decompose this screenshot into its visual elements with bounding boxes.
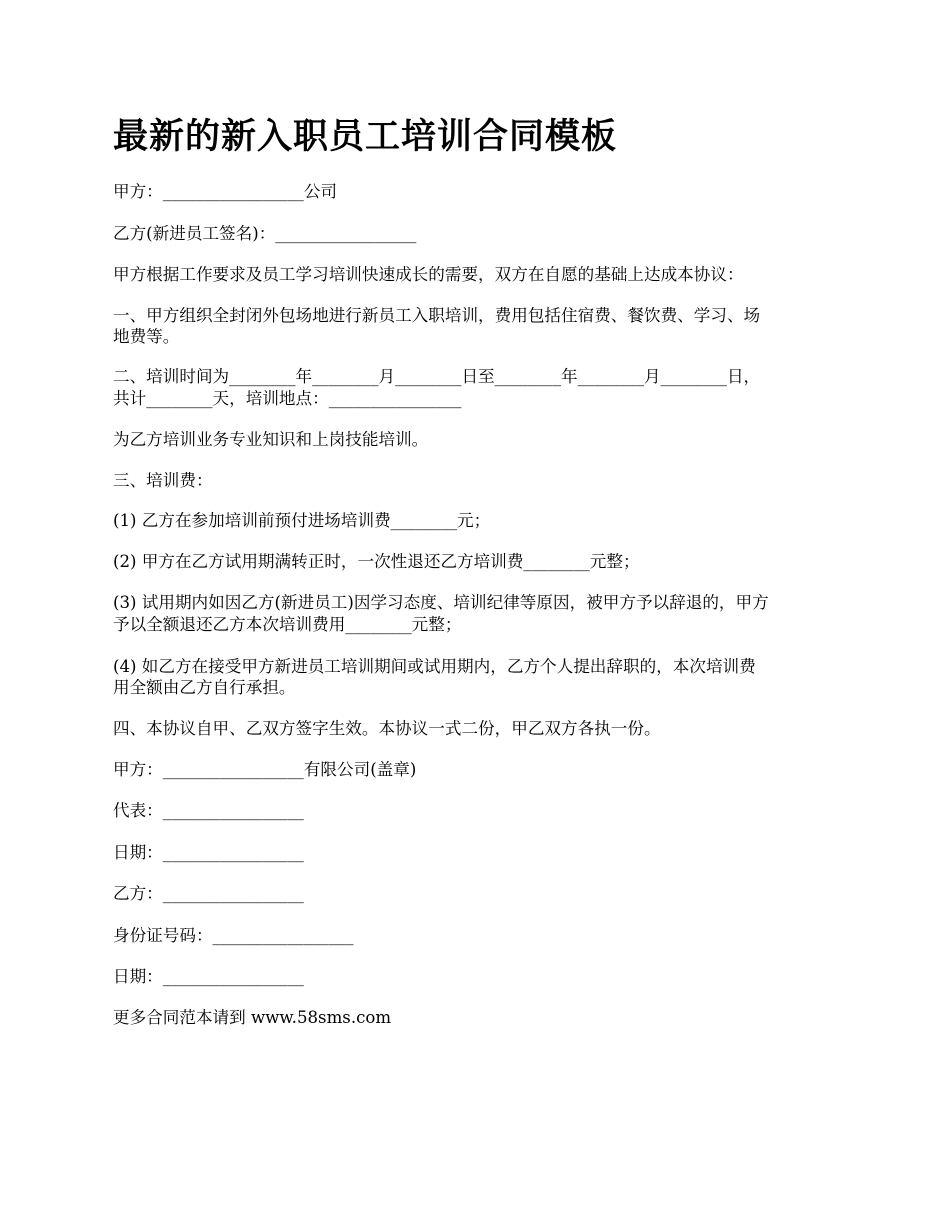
fee-item-1: (1) 乙方在参加培训前预付进场培训费________元； (113, 511, 491, 530)
clause-2-line-2: 共计________天，培训地点：________________ (113, 389, 462, 408)
fee-item-4-line-2: 用全额由乙方自行承担。 (113, 678, 296, 697)
signature-party-a: 甲方：_________________有限公司(盖章) (113, 760, 417, 779)
signature-party-b: 乙方：_________________ (113, 884, 304, 903)
clause-3-heading: 三、培训费： (113, 471, 213, 490)
party-a-line: 甲方：_________________公司 (113, 182, 338, 201)
signature-representative: 代表：_________________ (113, 801, 304, 820)
footer-more-templates: 更多合同范本请到 www.58sms.com (113, 1008, 392, 1027)
party-b-line: 乙方(新进员工签名)：_________________ (113, 224, 417, 243)
clause-4-line: 四、本协议自甲、乙双方签字生效。本协议一式二份，甲乙双方各执一份。 (113, 719, 661, 738)
signature-id-number: 身份证号码：_________________ (113, 926, 354, 945)
fee-item-3-line-1: (3) 试用期内如因乙方(新进员工)因学习态度、培训纪律等原因，被甲方予以辞退的，甲方 (113, 593, 769, 612)
signature-date-b: 日期：_________________ (113, 967, 304, 986)
fee-item-3-line-2: 予以全额退还乙方本次培训费用________元整； (113, 615, 462, 634)
clause-2-line-1: 二、培训时间为________年________月________日至________年________月________日， (113, 367, 761, 386)
intro-paragraph: 甲方根据工作要求及员工学习培训快速成长的需要，双方在自愿的基础上达成本协议： (113, 265, 744, 284)
clause-1-line-2: 地费等。 (113, 327, 180, 346)
training-content-line: 为乙方培训业务专业知识和上岗技能培训。 (113, 430, 429, 449)
clause-1-line-1: 一、甲方组织全封闭外包场地进行新员工入职培训，费用包括住宿费、餐饮费、学习、场 (113, 306, 761, 325)
fee-item-4-line-1: (4) 如乙方在接受甲方新进员工培训期间或试用期内，乙方个人提出辞职的，本次培训费 (113, 657, 756, 676)
fee-item-2: (2) 甲方在乙方试用期满转正时，一次性退还乙方培训费________元整； (113, 552, 640, 571)
document-title: 最新的新入职员工培训合同模板 (113, 117, 618, 157)
signature-date-a: 日期：_________________ (113, 843, 304, 862)
